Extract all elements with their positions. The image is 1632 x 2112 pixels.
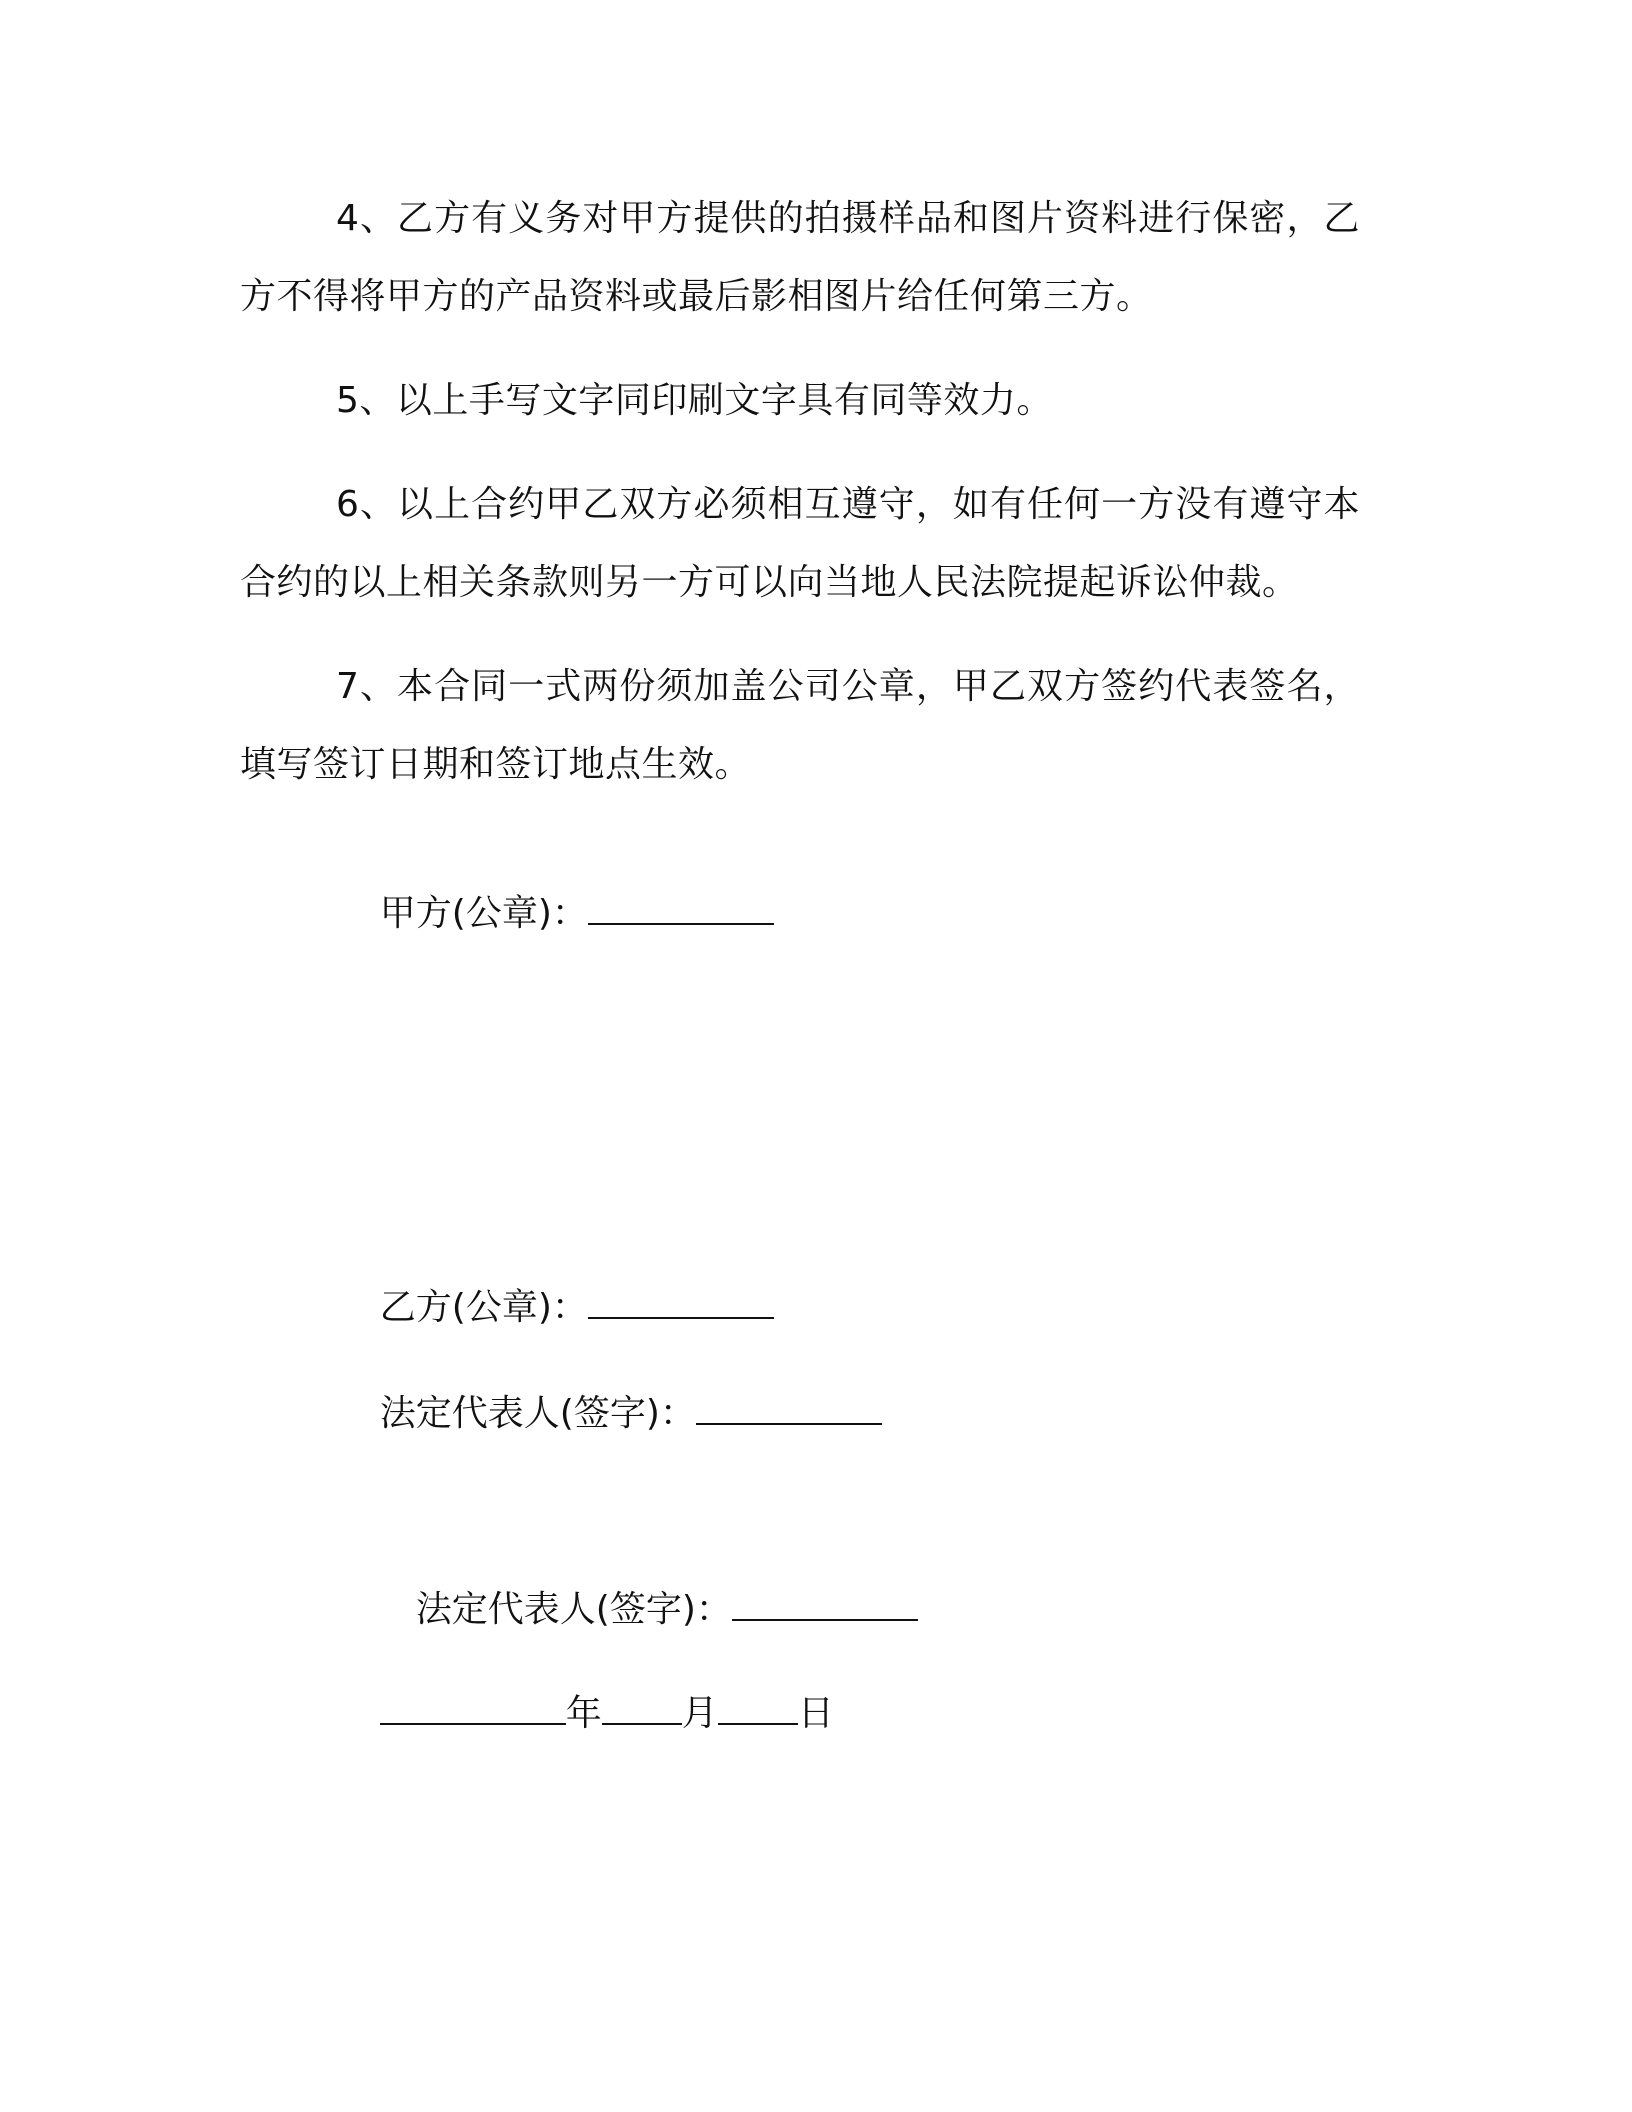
clause-6: 6、以上合约甲乙双方必须相互遵守，如有任何一方没有遵守本合约的以上相关条款则另一方可以向当地人民法院提起诉讼仲裁。 xyxy=(240,484,1360,603)
legal-rep-label-2: 法定代表人(签字)： xyxy=(415,1589,732,1630)
party-b-label: 乙方(公章)： xyxy=(379,1287,588,1328)
date-line xyxy=(334,1636,834,1792)
legal-rep-blank-2 xyxy=(732,1585,918,1621)
day-blank xyxy=(718,1689,798,1725)
party-b-blank xyxy=(588,1283,774,1319)
party-a-blank xyxy=(588,889,774,925)
clause-4: 4、乙方有义务对甲方提供的拍摄样品和图片资料进行保密，乙方不得将甲方的产品资料或最后影相图片给任何第三方。 xyxy=(240,198,1360,317)
month-label: 月 xyxy=(681,1693,718,1734)
party-a-label: 甲方(公章)： xyxy=(379,893,588,934)
legal-rep-blank-1 xyxy=(696,1389,882,1425)
legal-rep-line-1 xyxy=(334,1336,882,1492)
year-label: 年 xyxy=(565,1693,602,1734)
legal-rep-label-1: 法定代表人(签字)： xyxy=(379,1393,696,1434)
clause-7: 7、本合同一式两份须加盖公司公章，甲乙双方签约代表签名，填写签订日期和签订地点生效。 xyxy=(240,666,1360,785)
clause-5: 5、以上手写文字同印刷文字具有同等效力。 xyxy=(336,380,1053,421)
month-blank xyxy=(602,1689,682,1725)
year-blank xyxy=(380,1689,566,1725)
party-a-seal-line xyxy=(334,836,774,992)
day-label: 日 xyxy=(797,1693,834,1734)
